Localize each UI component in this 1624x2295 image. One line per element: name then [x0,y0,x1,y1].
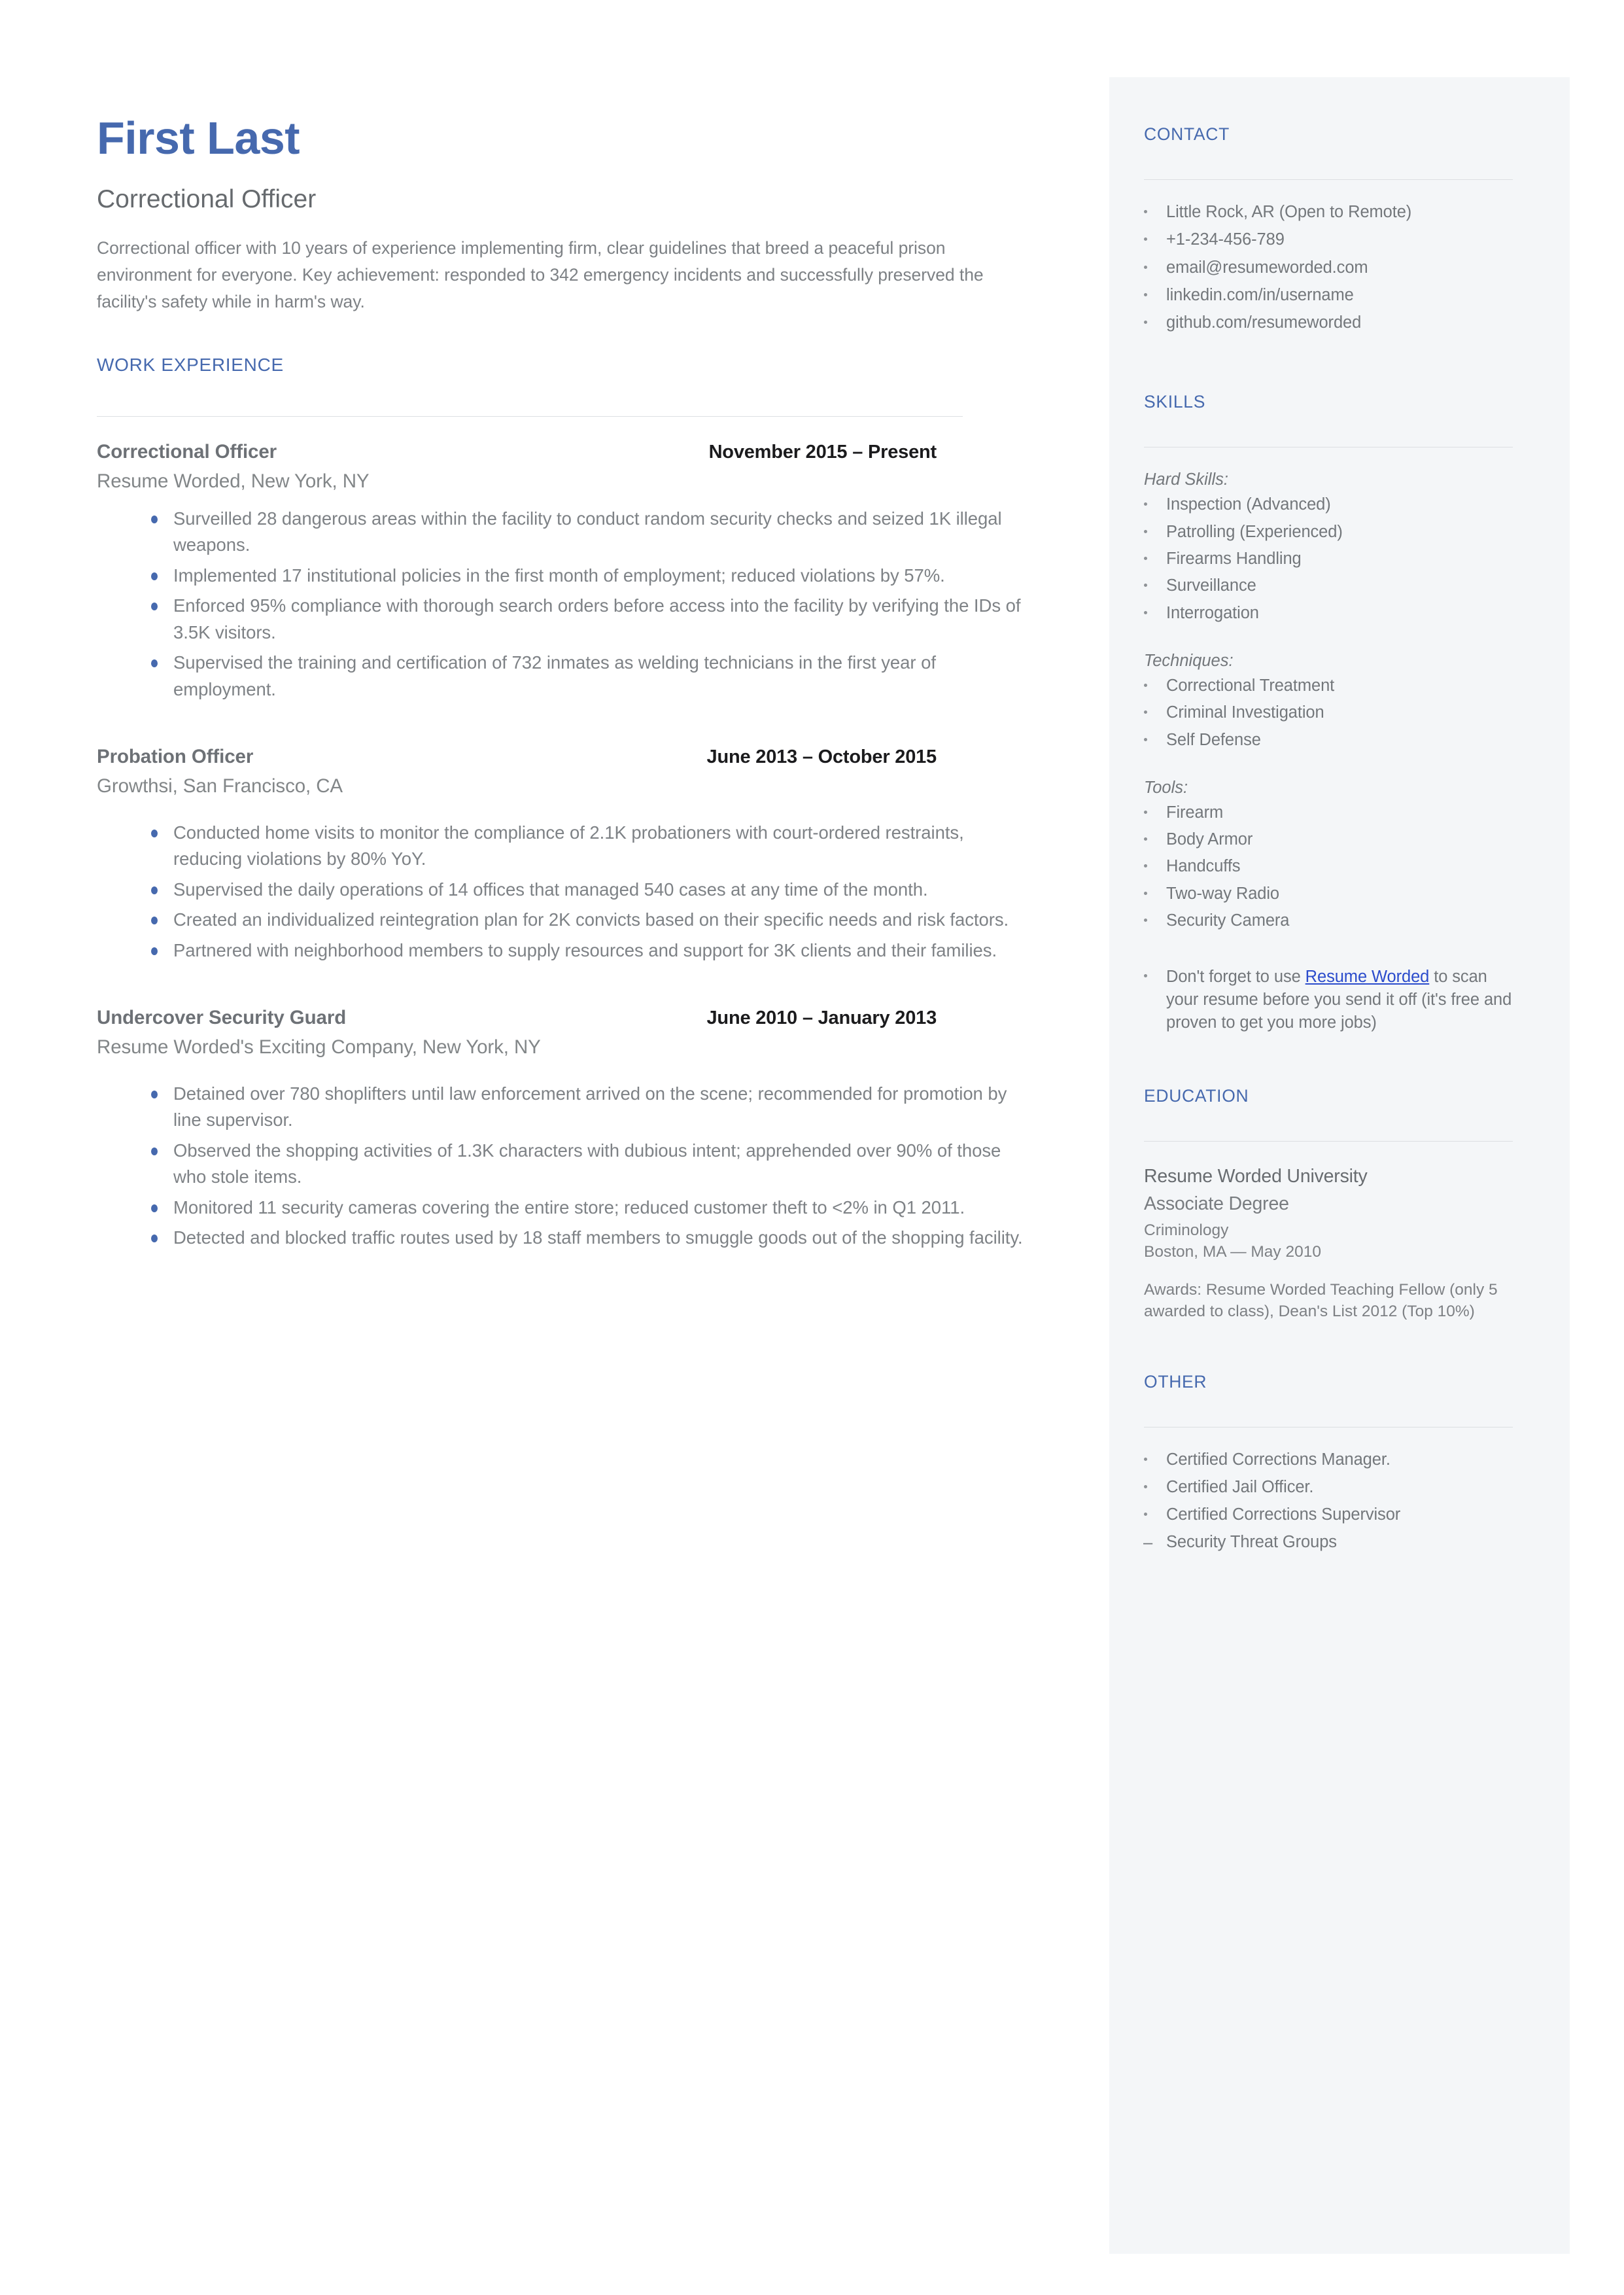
job-role: Probation Officer [97,745,254,767]
list-item [1144,803,1522,830]
bullet-dot-icon [1144,584,1147,587]
contact-location: Little Rock, AR (Open to Remote) [1166,203,1412,221]
list-item[interactable] [1144,203,1522,230]
job-bullets [97,506,1033,703]
bullet-dot-icon [151,886,158,894]
list-item [1144,550,1522,576]
list-item [97,650,1033,703]
bullet-text: Surveilled 28 dangerous areas within the facility to conduct random security checks and seized 1K illegal weapons. [173,508,1002,555]
sidebar-panel [1109,77,1570,2254]
skills-group-label-techniques: Techniques: [1144,651,1234,670]
list-item [1144,576,1522,603]
list-item [1144,676,1522,703]
skill-label: Firearm [1166,803,1224,822]
bullet-dot-icon [151,1204,158,1212]
resume-worded-promo [1144,966,1522,1034]
contact-list [1144,203,1522,341]
other-list [1144,1450,1522,1560]
bullet-dot-icon [1144,1458,1147,1461]
skills-heading: SKILLS [1144,392,1206,412]
bullet-dot-icon [1144,502,1147,506]
skill-label: Security Camera [1166,911,1290,930]
bullet-dot-icon [151,572,158,580]
skill-label: Firearms Handling [1166,550,1302,569]
promo-text-before: Don't forget to use [1166,968,1305,987]
list-item [1144,495,1522,522]
bullet-dot-icon [151,1235,158,1242]
list-item [97,1195,1033,1221]
list-item [1144,911,1522,938]
education-divider [1144,1141,1513,1142]
contact-phone: +1-234-456-789 [1166,230,1285,249]
header-job-title: Correctional Officer [97,185,317,213]
page-title: First Last [97,113,300,164]
bullet-dot-icon [1144,1485,1147,1488]
contact-section [1144,124,1522,341]
other-label: Certified Corrections Supervisor [1166,1505,1401,1524]
other-label: Security Threat Groups [1166,1533,1337,1552]
list-item [97,907,1033,933]
work-experience-entry [97,746,1033,964]
job-header-row [97,1007,937,1029]
list-item[interactable] [1144,313,1522,341]
bullet-text: Monitored 11 security cameras covering the entire store; reduced customer theft to <2% in Q1 2011. [173,1197,965,1218]
list-item [97,937,1033,964]
contact-linkedin: linkedin.com/in/username [1166,285,1354,304]
job-dates: June 2010 – January 2013 [706,1007,937,1029]
work-experience-entry [97,441,1033,703]
education-degree: Associate Degree [1144,1193,1289,1214]
resume-worded-link[interactable]: Resume Worded [1305,968,1430,987]
list-item [1144,523,1522,550]
bullet-dot-icon [1144,266,1147,269]
list-item [97,563,1033,589]
list-item[interactable] [1144,230,1522,258]
dash-marker-icon: – [1143,1533,1153,1552]
bullet-dot-icon [151,1148,158,1155]
skills-section [1144,392,1522,1034]
education-school: Resume Worded University [1144,1166,1368,1187]
other-label: Certified Corrections Manager. [1166,1450,1391,1469]
bullet-text: Detected and blocked traffic routes used by 18 staff members to smuggle goods out of the shopping facility. [173,1227,1023,1248]
job-bullets [97,820,1033,964]
skill-label: Handcuffs [1166,857,1241,876]
contact-heading: CONTACT [1144,124,1230,144]
other-heading: OTHER [1144,1372,1207,1392]
skills-list-techniques [1144,676,1522,758]
job-bullets [97,1081,1033,1252]
bullet-dot-icon [1144,293,1147,296]
skill-label: Correctional Treatment [1166,676,1335,695]
bullet-dot-icon [1144,210,1147,213]
bullet-text: Implemented 17 institutional policies in the first month of employment; reduced violations by 57%. [173,565,945,586]
bullet-text: Supervised the training and certification of 732 inmates as welding technicians in the first year of employment. [173,652,936,699]
bullet-dot-icon [1144,892,1147,895]
sidebar-content [1144,77,1522,1560]
skill-label: Interrogation [1166,603,1259,622]
header-summary: Correctional officer with 10 years of experience implementing firm, clear guidelines that breed a peaceful prison environment for everyone. Key achievement: responded to 342 emergency incidents and successfully preserved the facility's safety while in harm's way. [97,237,984,311]
bullet-text: Detained over 780 shoplifters until law enforcement arrived on the scene; recommended for promotion by line supervisor. [173,1083,1007,1130]
bullet-dot-icon [151,1091,158,1098]
bullet-dot-icon [151,830,158,837]
list-item [97,1081,1033,1134]
education-section [1144,1086,1522,1322]
list-item [1144,1533,1522,1560]
bullet-dot-icon [1144,811,1147,814]
skills-list-tools [1144,803,1522,938]
skill-label: Body Armor [1166,830,1253,849]
bullet-dot-icon [151,603,158,610]
list-item [97,820,1033,873]
education-heading: EDUCATION [1144,1086,1249,1106]
bullet-text: Created an individualized reintegration plan for 2K convicts based on their specific needs and risk factors. [173,909,1009,930]
skills-list-hard [1144,495,1522,630]
skill-label: Patrolling (Experienced) [1166,522,1343,541]
list-item [1144,703,1522,730]
bullet-dot-icon [151,659,158,667]
list-item [1144,604,1522,631]
skill-label: Two-way Radio [1166,884,1280,903]
skill-label: Surveillance [1166,576,1256,595]
bullet-text: Partnered with neighborhood members to supply resources and support for 3K clients and their families. [173,939,997,960]
skill-label: Self Defense [1166,730,1261,749]
bullet-text: Conducted home visits to monitor the compliance of 2.1K probationers with court-ordered restraints, reducing violations by 80% YoY. [173,822,964,869]
job-header-row [97,441,937,463]
bullet-dot-icon [1144,710,1147,714]
bullet-dot-icon [1144,557,1147,560]
list-item[interactable] [1144,286,1522,313]
bullet-dot-icon [1144,530,1147,533]
education-field: Criminology [1144,1221,1229,1239]
job-dates: June 2013 – October 2015 [706,746,937,767]
list-item [97,877,1033,903]
work-experience-divider [97,416,963,417]
skill-label: Inspection (Advanced) [1166,495,1331,514]
other-label: Certified Jail Officer. [1166,1478,1314,1497]
contact-email: email@resumeworded.com [1166,258,1368,277]
bullet-dot-icon [1144,837,1147,841]
bullet-dot-icon [1144,738,1147,741]
skill-label: Criminal Investigation [1166,703,1324,722]
list-item [1144,1450,1522,1478]
job-company: Resume Worded's Exciting Company, New York, NY [97,1036,541,1059]
job-role: Undercover Security Guard [97,1007,347,1029]
education-awards: Awards: Resume Worded Teaching Fellow (only 5 awarded to class), Dean's List 2012 (Top 10%) [1144,1280,1498,1320]
bullet-dot-icon [1144,864,1147,867]
bullet-dot-icon [151,917,158,924]
bullet-dot-icon [1144,974,1147,977]
list-item [1144,731,1522,758]
list-item [1144,830,1522,857]
job-company: Growthsi, San Francisco, CA [97,775,343,797]
bullet-dot-icon [151,947,158,955]
bullet-dot-icon [1144,611,1147,614]
contact-divider [1144,179,1513,180]
contact-github: github.com/resumeworded [1166,313,1362,332]
bullet-dot-icon [1144,321,1147,324]
other-divider [1144,1427,1513,1428]
job-role: Correctional Officer [97,440,277,463]
work-experience-heading: WORK EXPERIENCE [97,354,284,375]
list-item [97,1138,1033,1191]
other-section [1144,1372,1522,1560]
list-item [97,506,1033,559]
skills-group-label-hard: Hard Skills: [1144,470,1228,489]
list-item [1144,1505,1522,1533]
promo-text-after: to scan your resume before you send it off (it's free and proven to get you more jobs) [1166,968,1512,1032]
work-experience-entry [97,1007,1033,1252]
list-item[interactable] [1144,258,1522,286]
job-company: Resume Worded, New York, NY [97,470,370,492]
job-header-row [97,746,937,768]
bullet-dot-icon [1144,237,1147,241]
skills-group-label-tools: Tools: [1144,778,1188,797]
list-item [1144,885,1522,911]
bullet-dot-icon [151,516,158,523]
list-item [1144,857,1522,884]
bullet-dot-icon [1144,684,1147,687]
list-item [97,593,1033,646]
education-place-date: Boston, MA — May 2010 [1144,1243,1321,1261]
bullet-dot-icon [1144,919,1147,922]
list-item [1144,1478,1522,1505]
bullet-text: Supervised the daily operations of 14 offices that managed 540 cases at any time of the month. [173,879,928,900]
bullet-text: Enforced 95% compliance with thorough search orders before access into the facility by verifying the IDs of 3.5K visitors. [173,595,1021,642]
bullet-text: Observed the shopping activities of 1.3K characters with dubious intent; apprehended over 90% of those who stole items. [173,1140,1001,1187]
main-column [97,0,1033,1255]
list-item [97,1225,1033,1251]
bullet-dot-icon [1144,1513,1147,1516]
job-dates: November 2015 – Present [708,441,937,463]
